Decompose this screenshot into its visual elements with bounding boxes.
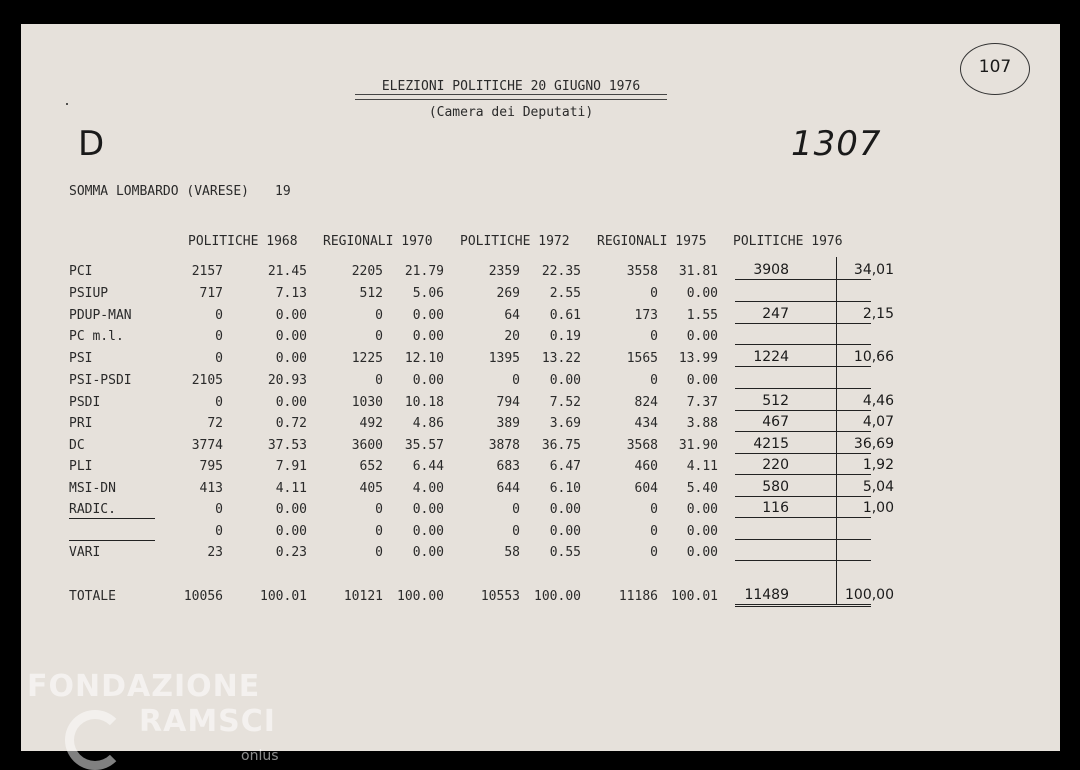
- document-number: 1307: [791, 124, 882, 164]
- vote-count: 795: [199, 459, 223, 474]
- vote-percent: 3.88: [686, 416, 718, 431]
- watermark-line2: RAMSCI: [139, 704, 276, 739]
- vote-count: 2359: [488, 264, 520, 279]
- title-double-underline: [355, 94, 667, 100]
- vote-count: 0: [512, 502, 520, 517]
- vote-percent: 0.19: [549, 329, 581, 344]
- vote-count: 72: [207, 416, 223, 431]
- vote-count: 0: [650, 502, 658, 517]
- row-label: PC m.l.: [69, 329, 124, 344]
- document-sheet: [21, 24, 1060, 764]
- vote-count: 652: [359, 459, 383, 474]
- vote-percent: 0.00: [549, 502, 581, 517]
- vote-percent: 21.79: [404, 264, 444, 279]
- vote-percent-1976: 1,92: [862, 457, 894, 473]
- vote-percent: 35.57: [404, 438, 444, 453]
- vote-percent: 0.72: [275, 416, 307, 431]
- underline-1976: [735, 474, 871, 475]
- underline-1976: [735, 279, 871, 280]
- vote-percent: 0.61: [549, 308, 581, 323]
- column-header-1968: POLITICHE 1968: [188, 234, 298, 249]
- vote-percent: 7.13: [275, 286, 307, 301]
- vote-percent: 0.00: [412, 524, 444, 539]
- vote-count: 389: [496, 416, 520, 431]
- label-underline-radic: [69, 518, 155, 519]
- vote-percent: 13.99: [678, 351, 718, 366]
- vote-count: 460: [634, 459, 658, 474]
- vote-percent-1976: 4,07: [862, 414, 894, 430]
- vote-percent-1976: 2,15: [862, 306, 894, 322]
- row-label: TOTALE: [69, 589, 116, 604]
- vote-percent: 0.00: [412, 373, 444, 388]
- vote-percent-1976: 34,01: [853, 262, 894, 278]
- vote-count: 0: [375, 524, 383, 539]
- vote-count: 1395: [488, 351, 520, 366]
- place-code: 19: [275, 184, 291, 199]
- vote-percent: 6.44: [412, 459, 444, 474]
- column-divider-1976: [836, 257, 837, 605]
- row-label: PSIUP: [69, 286, 109, 301]
- vote-count: 20: [504, 329, 520, 344]
- vote-percent: 3.69: [549, 416, 581, 431]
- vote-count: 0: [512, 524, 520, 539]
- document-title: ELEZIONI POLITICHE 20 GIUGNO 1976: [381, 79, 641, 94]
- vote-count: 0: [650, 524, 658, 539]
- vote-percent: 0.00: [549, 373, 581, 388]
- vote-count: 173: [634, 308, 658, 323]
- vote-count: 10553: [480, 589, 520, 604]
- vote-count: 644: [496, 481, 520, 496]
- column-header-1970: REGIONALI 1970: [323, 234, 433, 249]
- vote-percent: 2.55: [549, 286, 581, 301]
- vote-percent: 1.55: [686, 308, 718, 323]
- vote-percent-1976: 5,04: [862, 479, 894, 495]
- vote-percent-1976: 1,00: [862, 500, 894, 516]
- column-header-1976: POLITICHE 1976: [733, 234, 843, 249]
- vote-count: 0: [375, 308, 383, 323]
- vote-percent: 100.00: [397, 589, 444, 604]
- vote-percent: 0.00: [412, 308, 444, 323]
- vote-percent: 6.47: [549, 459, 581, 474]
- vote-percent: 37.53: [267, 438, 307, 453]
- watermark-g-logo: [65, 710, 125, 770]
- vote-count: 683: [496, 459, 520, 474]
- vote-count-1976: 3908: [753, 262, 789, 278]
- column-header-1975: REGIONALI 1975: [597, 234, 707, 249]
- vote-percent: 0.00: [275, 502, 307, 517]
- vote-percent: 0.00: [686, 286, 718, 301]
- vote-percent: 0.00: [686, 524, 718, 539]
- vote-count: 0: [215, 308, 223, 323]
- vote-count: 0: [375, 502, 383, 517]
- vote-count: 0: [650, 286, 658, 301]
- vote-percent: 10.18: [404, 395, 444, 410]
- vote-percent: 7.37: [686, 395, 718, 410]
- row-label: RADIC.: [69, 502, 116, 517]
- watermark-line3: onlus: [241, 748, 279, 764]
- underline-1976: [735, 604, 871, 605]
- vote-count-1976: 116: [762, 500, 789, 516]
- watermark-line1: FONDAZIONE: [27, 669, 261, 704]
- underline-1976: [735, 496, 871, 497]
- vote-count: 58: [504, 545, 520, 560]
- vote-percent-1976: 10,66: [853, 349, 894, 365]
- vote-percent: 7.91: [275, 459, 307, 474]
- vote-count: 0: [512, 373, 520, 388]
- row-label: MSI-DN: [69, 481, 116, 496]
- vote-count: 11186: [618, 589, 658, 604]
- vote-count: 492: [359, 416, 383, 431]
- vote-count: 0: [375, 329, 383, 344]
- vote-count: 3878: [488, 438, 520, 453]
- vote-percent: 4.00: [412, 481, 444, 496]
- vote-count-1976: 467: [762, 414, 789, 430]
- row-label: PSDI: [69, 395, 101, 410]
- vote-count: 0: [215, 524, 223, 539]
- vote-percent: 0.00: [275, 351, 307, 366]
- vote-percent-1976: 100,00: [845, 587, 894, 603]
- vote-count: 3558: [626, 264, 658, 279]
- vote-count: 405: [359, 481, 383, 496]
- vote-percent: 100.00: [534, 589, 581, 604]
- vote-count-1976: 1224: [753, 349, 789, 365]
- vote-count: 0: [650, 545, 658, 560]
- vote-percent: 20.93: [267, 373, 307, 388]
- row-label: PSI-PSDI: [69, 373, 132, 388]
- vote-count-1976: 11489: [744, 587, 789, 603]
- vote-count: 0: [650, 329, 658, 344]
- vote-percent: 0.00: [686, 545, 718, 560]
- underline-1976: [735, 560, 871, 561]
- vote-count-1976: 512: [762, 393, 789, 409]
- scan-speck: [66, 103, 68, 105]
- row-label: VARI: [69, 545, 101, 560]
- vote-count: 0: [215, 395, 223, 410]
- vote-count: 2205: [351, 264, 383, 279]
- vote-count: 10056: [183, 589, 223, 604]
- vote-count: 2105: [191, 373, 223, 388]
- vote-percent: 0.00: [275, 524, 307, 539]
- underline-1976: [735, 453, 871, 454]
- vote-percent: 0.00: [686, 373, 718, 388]
- underline-1976: [735, 410, 871, 411]
- vote-percent: 22.35: [541, 264, 581, 279]
- vote-count: 434: [634, 416, 658, 431]
- place-line: [69, 184, 291, 199]
- vote-percent-1976: 4,46: [862, 393, 894, 409]
- vote-percent: 0.00: [275, 329, 307, 344]
- vote-percent: 31.90: [678, 438, 718, 453]
- vote-percent: 0.55: [549, 545, 581, 560]
- row-label: PCI: [69, 264, 93, 279]
- vote-percent-1976: 36,69: [853, 436, 894, 452]
- vote-count: 3600: [351, 438, 383, 453]
- vote-count: 604: [634, 481, 658, 496]
- underline-1976: [735, 366, 871, 367]
- vote-percent: 100.01: [260, 589, 307, 604]
- vote-count: 0: [215, 329, 223, 344]
- vote-percent: 0.00: [686, 329, 718, 344]
- vote-count-1976: 580: [762, 479, 789, 495]
- row-label: PDUP-MAN: [69, 308, 132, 323]
- vote-percent: 4.11: [686, 459, 718, 474]
- label-underline-blank: [69, 540, 155, 541]
- vote-percent: 12.10: [404, 351, 444, 366]
- vote-percent: 13.22: [541, 351, 581, 366]
- vote-count: 0: [215, 502, 223, 517]
- vote-count: 717: [199, 286, 223, 301]
- vote-count: 824: [634, 395, 658, 410]
- underline-1976: [735, 517, 871, 518]
- vote-percent: 100.01: [671, 589, 718, 604]
- vote-count: 0: [375, 373, 383, 388]
- vote-percent: 4.11: [275, 481, 307, 496]
- vote-count: 2157: [191, 264, 223, 279]
- vote-percent: 5.40: [686, 481, 718, 496]
- underline-1976: [735, 344, 871, 345]
- vote-count: 413: [199, 481, 223, 496]
- vote-count: 0: [650, 373, 658, 388]
- vote-percent: 0.00: [549, 524, 581, 539]
- column-header-1972: POLITICHE 1972: [460, 234, 570, 249]
- underline-1976-total: [735, 606, 871, 607]
- vote-count: 794: [496, 395, 520, 410]
- vote-count-1976: 220: [762, 457, 789, 473]
- vote-count-1976: 247: [762, 306, 789, 322]
- underline-1976: [735, 301, 871, 302]
- row-label: DC: [69, 438, 85, 453]
- vote-count: 1565: [626, 351, 658, 366]
- vote-count: 1030: [351, 395, 383, 410]
- vote-count: 512: [359, 286, 383, 301]
- underline-1976: [735, 431, 871, 432]
- vote-count: 3568: [626, 438, 658, 453]
- vote-percent: 4.86: [412, 416, 444, 431]
- row-label: PLI: [69, 459, 93, 474]
- row-label: PSI: [69, 351, 93, 366]
- vote-percent: 0.00: [412, 502, 444, 517]
- vote-percent: 0.00: [275, 395, 307, 410]
- vote-count: 64: [504, 308, 520, 323]
- place-name: SOMMA LOMBARDO (VARESE): [69, 184, 250, 199]
- vote-percent: 7.52: [549, 395, 581, 410]
- vote-count-1976: 4215: [753, 436, 789, 452]
- vote-percent: 0.00: [275, 308, 307, 323]
- vote-percent: 36.75: [541, 438, 581, 453]
- row-label: PRI: [69, 416, 93, 431]
- vote-percent: 5.06: [412, 286, 444, 301]
- vote-count: 0: [215, 351, 223, 366]
- vote-count: 269: [496, 286, 520, 301]
- underline-1976: [735, 323, 871, 324]
- vote-count: 3774: [191, 438, 223, 453]
- underline-1976: [735, 539, 871, 540]
- vote-percent: 31.81: [678, 264, 718, 279]
- vote-percent: 21.45: [267, 264, 307, 279]
- underline-1976: [735, 388, 871, 389]
- vote-percent: 6.10: [549, 481, 581, 496]
- vote-count: 23: [207, 545, 223, 560]
- vote-percent: 0.23: [275, 545, 307, 560]
- vote-count: 10121: [343, 589, 383, 604]
- page-number-circle: 107: [960, 43, 1030, 95]
- vote-count: 0: [375, 545, 383, 560]
- vote-percent: 0.00: [686, 502, 718, 517]
- document-subtitle: (Camera dei Deputati): [428, 105, 594, 120]
- vote-percent: 0.00: [412, 545, 444, 560]
- section-letter: D: [78, 124, 105, 164]
- vote-count: 1225: [351, 351, 383, 366]
- vote-percent: 0.00: [412, 329, 444, 344]
